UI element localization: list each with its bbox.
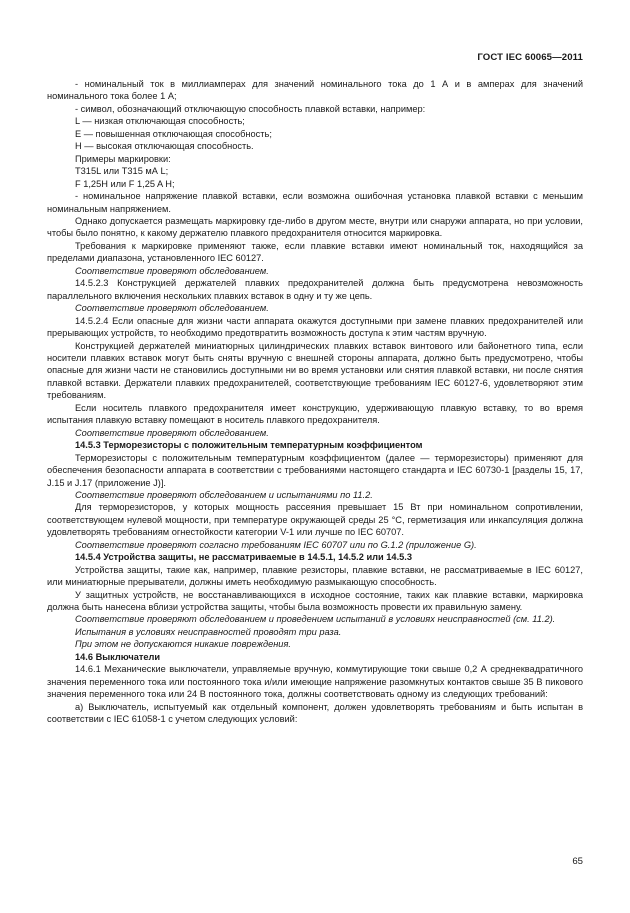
paragraph: У защитных устройств, не восстанавливающихся в исходное состояние, таких как плавкие вставки, маркировка должна быть нанесена вблизи устройства защиты, чтобы была возможность провести их правильную замену. [47,589,583,613]
paragraph: - номинальный ток в миллиамперах для значений номинального тока до 1 А и в амперах для значений номинального тока более 1 А; [47,79,583,102]
document-body [47,78,583,726]
standard-header: ГОСТ IEC 60065—2011 [477,52,583,63]
paragraph: - символ, обозначающий отключающую способность плавкой вставки, например: [75,103,426,114]
section-heading: 14.5.4 Устройства защиты, не рассматриваемые в 14.5.1, 14.5.2 или 14.5.3 [75,552,412,563]
paragraph: Соответствие проверяют обследованием. [75,265,269,276]
paragraph: а) Выключатель, испытуемый как отдельный компонент, должен удовлетворять требованиям и быть испытан в соответствии с IEC 61058-1 с учетом следующих условий: [47,701,583,725]
paragraph: E — повышенная отключающая способность; [75,128,272,139]
paragraph: Терморезисторы с положительным температурным коэффициентом (далее — терморезисторы) применяют для обеспечения безопасности аппарата в соответствии с требованиями настоящего стандарта и IEC 60730-1 [разделы 15, 17, J.15 и J.17 (приложение J)]. [47,452,583,488]
paragraph: L — низкая отключающая способность; [75,116,245,127]
paragraph: 14.5.2.4 Если опасные для жизни части аппарата окажутся доступными при замене плавких предохранителей или прерывающих устройств, то необходимо предотвратить возможность доступа к этим частям вручную. [47,315,583,339]
paragraph: F 1,25H или F 1,25 A H; [75,178,175,189]
paragraph: 14.5.2.3 Конструкцией держателей плавких предохранителей должна быть предусмотрена невозможность параллельного включения нескольких плавких вставок в одну и ту же цепь. [47,278,583,301]
paragraph: T315L или T315 мА L; [75,166,169,177]
paragraph: Конструкцией держателей миниатюрных цилиндрических плавких вставок винтового или байонетного типа, если носители плавких вставок могут быть сняты вручную с внешней стороны аппарата, должно быть предусмотрено, чтобы опасные для жизни части не становились доступными ни во время установки или снятия плавкой вставки, ни после снятия плавкой вставки. Держатели плавких предохранителей, соответствующие требованиям IEC 60127-6, удовлетворяют этим требованиям. [47,340,583,401]
paragraph: Соответствие проверяют согласно требованиям IEC 60707 или по G.1.2 (приложение G). [75,539,477,550]
paragraph: - номинальное напряжение плавкой вставки, если возможна ошибочная установка плавкой вставки с меньшим номинальным напряжением. [47,191,583,214]
paragraph: Требования к маркировке применяют также, если плавкие вставки имеют номинальный ток, находящийся за пределами диапазона, установленного IEC 60127. [47,240,583,264]
paragraph: Примеры маркировки: [75,153,171,164]
paragraph: Соответствие проверяют обследованием и проведением испытаний в условиях неисправностей (см. 11.2). [75,614,556,625]
paragraph: Для терморезисторов, у которых мощность рассеяния превышает 15 Вт при номинальном сопротивлении, соответствующем нулевой мощности, при температуре окружающей среды 25 °С, герметизация или инкапсуляция должна удовлетворять требованиям огнестойкости категории V-1 или лучше по IEC 60707. [47,502,583,538]
section-heading: 14.5.3 Терморезисторы с положительным температурным коэффициентом [75,440,423,451]
paragraph: Соответствие проверяют обследованием. [75,303,269,314]
paragraph: 14.6.1 Механические выключатели, управляемые вручную, коммутирующие токи свыше 0,2 А среднеквадратичного значения переменного тока или постоянного тока и/или имеющие напряжение разомкнутых контактов свыше 35 В пикового значения переменного тока или 24 В постоянного тока, должны соответствовать одному из следующих требований: [47,664,583,700]
paragraph: При этом не допускаются никакие повреждения. [75,639,291,650]
paragraph: Соответствие проверяют обследованием и испытаниями по 11.2. [75,489,373,500]
paragraph: H — высокая отключающая способность. [75,141,254,152]
paragraph: Испытания в условиях неисправностей проводят три раза. [75,626,342,637]
paragraph: Устройства защиты, такие как, например, плавкие резисторы, плавкие вставки, не рассматриваемые в IEC 60127, или миниатюрные прерыватели, должны иметь необходимую размыкающую способность. [47,564,583,588]
section-heading: 14.6 Выключатели [75,651,161,662]
page-number: 65 [572,856,583,867]
paragraph: Однако допускается размещать маркировку где-либо в другом месте, внутри или снаружи аппарата, но при условии, чтобы было понятно, к какому держателю плавкого предохранителя относится маркировка. [47,215,583,239]
paragraph: Соответствие проверяют обследованием. [75,427,269,438]
paragraph: Если носитель плавкого предохранителя имеет конструкцию, удерживающую плавкую вставку, то во время испытания плавкую вставку помещают в носитель плавкого предохранителя. [47,402,583,426]
